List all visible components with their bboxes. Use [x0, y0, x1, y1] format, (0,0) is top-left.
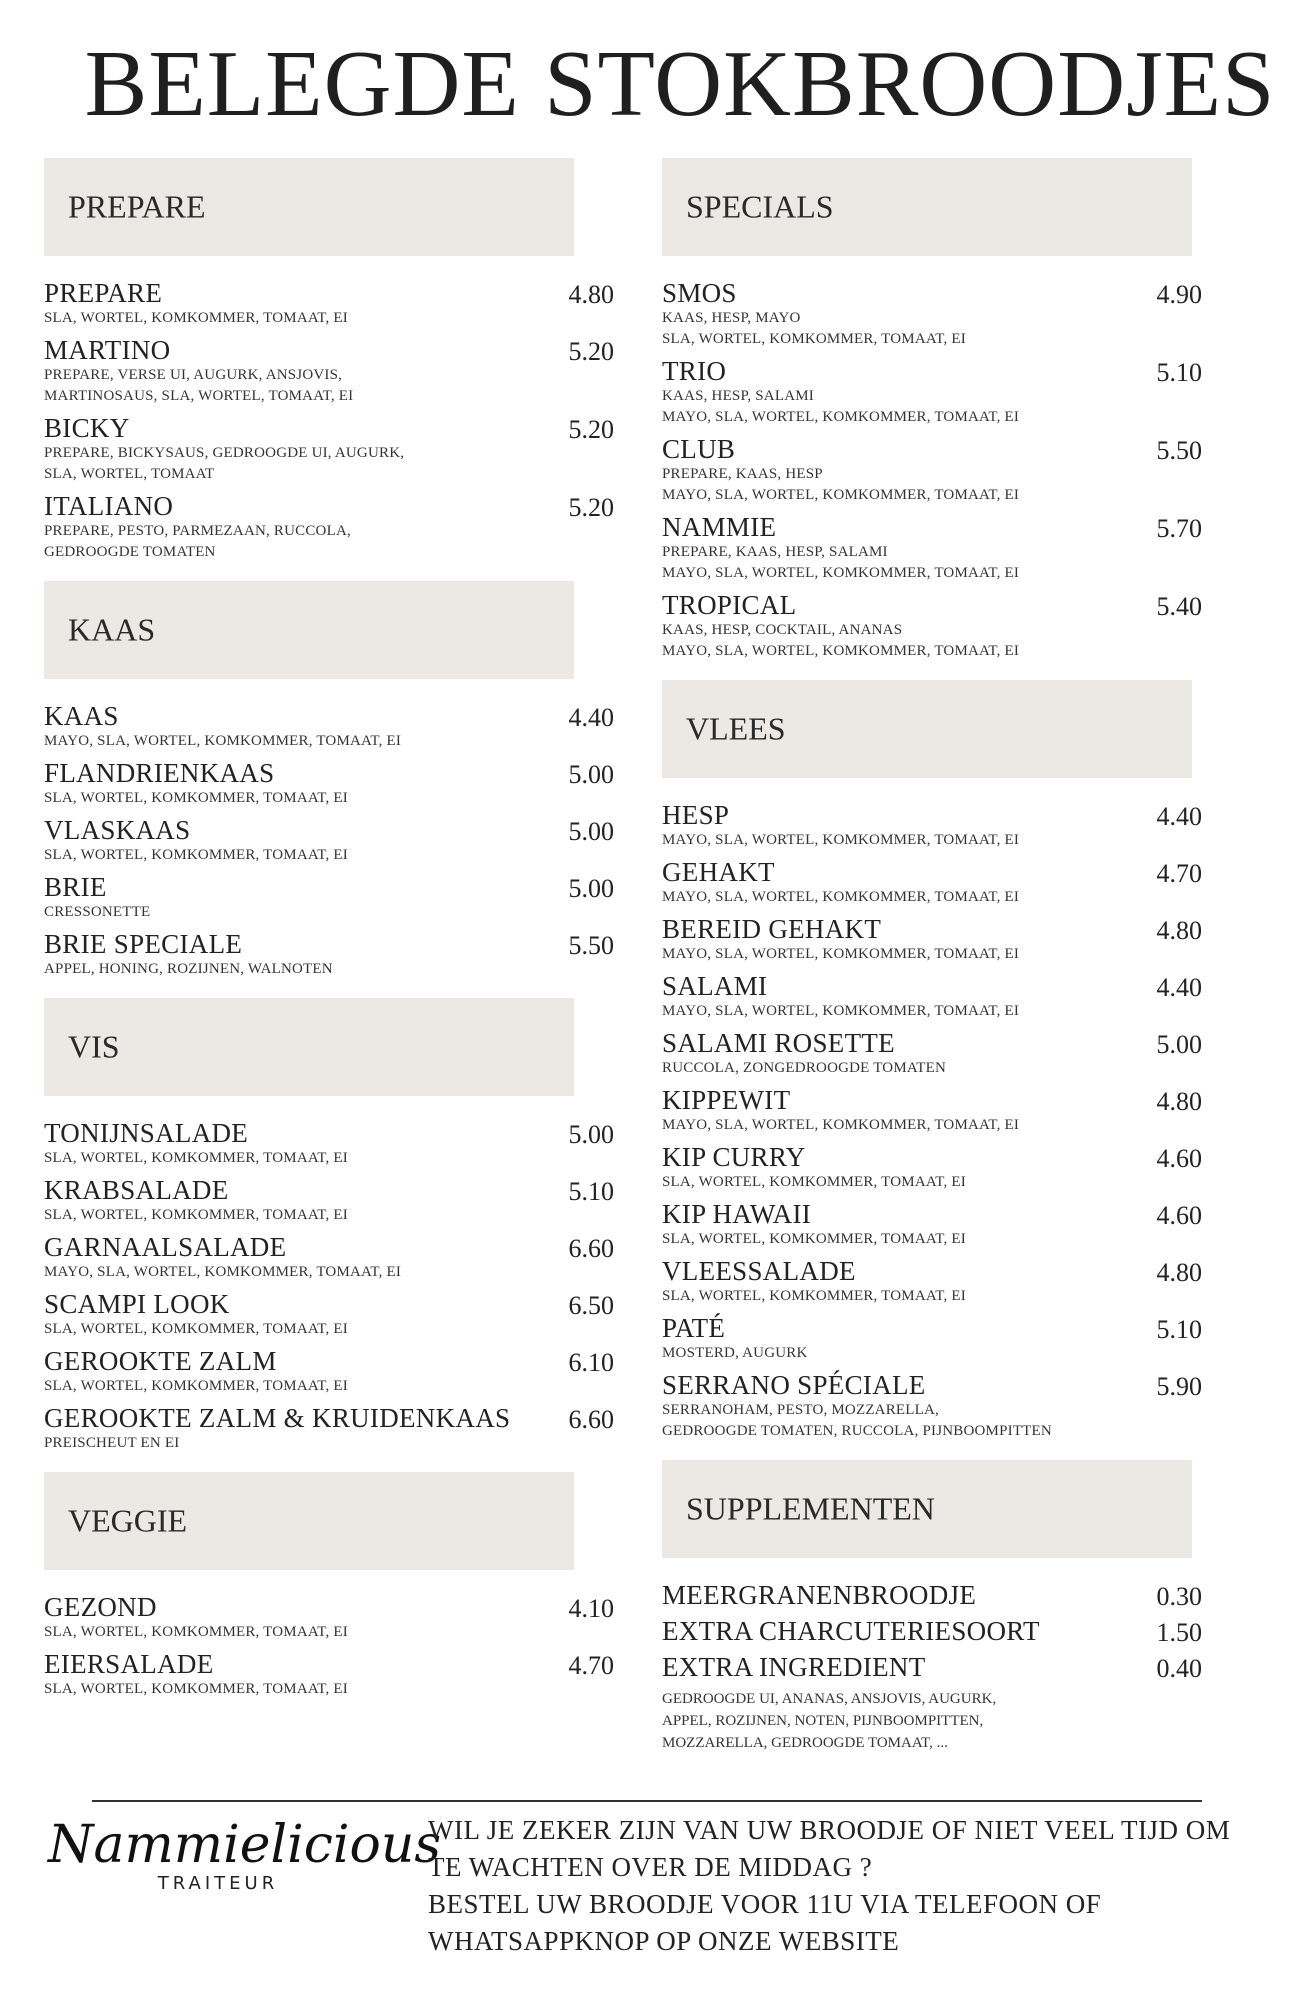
- menu-item: [662, 1652, 1242, 1688]
- item-name: ITALIANO: [44, 491, 174, 521]
- section-header: [44, 1472, 574, 1570]
- menu-item: [662, 1313, 1242, 1364]
- item-price: 5.00: [568, 760, 614, 789]
- item-price: 5.40: [1156, 592, 1202, 621]
- item-description: PREISCHEUT EN EI: [44, 1435, 180, 1451]
- item-description: MAYO, SLA, WORTEL, KOMKOMMER, TOMAAT, EI: [662, 1003, 1020, 1019]
- menu-item: [44, 278, 624, 329]
- item-price: 4.40: [1156, 802, 1202, 831]
- item-name: GEHAKT: [662, 857, 775, 887]
- item-description: MAYO, SLA, WORTEL, KOMKOMMER, TOMAAT, EI: [44, 1264, 402, 1280]
- item-price: 4.80: [568, 280, 614, 309]
- item-description: PREPARE, VERSE UI, AUGURK, ANSJOVIS, MARTINOSAUS, SLA, WORTEL, TOMAAT, EI: [44, 367, 354, 404]
- item-description: PREPARE, KAAS, HESP, SALAMI MAYO, SLA, WORTEL, KOMKOMMER, TOMAAT, EI: [662, 544, 1020, 581]
- menu-item: [44, 815, 624, 866]
- item-name: BICKY: [44, 413, 130, 443]
- item-description: MAYO, SLA, WORTEL, KOMKOMMER, TOMAAT, EI: [44, 733, 402, 749]
- section-title: SPECIALS: [686, 188, 834, 225]
- item-name: KIP HAWAII: [662, 1199, 812, 1229]
- section-header: [662, 158, 1192, 256]
- menu-item: [44, 491, 624, 563]
- item-price: 5.00: [1156, 1030, 1202, 1059]
- item-name: EXTRA CHARCUTERIESOORT: [662, 1616, 1040, 1646]
- menu-item: [44, 701, 624, 752]
- section-title: VIS: [68, 1028, 120, 1065]
- item-description: SLA, WORTEL, KOMKOMMER, TOMAAT, EI: [44, 310, 348, 326]
- menu-section-veggie: [44, 1472, 624, 1700]
- menu-item: [44, 758, 624, 809]
- item-description: SLA, WORTEL, KOMKOMMER, TOMAAT, EI: [44, 1624, 348, 1640]
- section-header: [44, 581, 574, 679]
- item-description: MAYO, SLA, WORTEL, KOMKOMMER, TOMAAT, EI: [662, 1117, 1020, 1133]
- menu-item: [662, 1028, 1242, 1079]
- item-name: TONIJNSALADE: [44, 1118, 249, 1148]
- item-price: 0.40: [1156, 1654, 1202, 1683]
- item-price: 6.60: [568, 1405, 614, 1434]
- item-description: PREPARE, KAAS, HESP MAYO, SLA, WORTEL, KOMKOMMER, TOMAAT, EI: [662, 466, 1020, 503]
- item-name: CLUB: [662, 434, 736, 464]
- item-description: KAAS, HESP, COCKTAIL, ANANAS MAYO, SLA, WORTEL, KOMKOMMER, TOMAAT, EI: [662, 622, 1020, 659]
- item-name: BRIE SPECIALE: [44, 929, 243, 959]
- item-name: PREPARE: [44, 278, 163, 308]
- item-name: SERRANO SPÉCIALE: [662, 1370, 926, 1400]
- section-title: SUPPLEMENTEN: [686, 1490, 935, 1527]
- item-name: GARNAALSALADE: [44, 1232, 287, 1262]
- brand-subtitle: TRAITEUR: [157, 1873, 279, 1894]
- menu-item: [662, 356, 1242, 428]
- menu-item: [662, 1256, 1242, 1307]
- item-description: MAYO, SLA, WORTEL, KOMKOMMER, TOMAAT, EI: [662, 946, 1020, 962]
- item-description: SLA, WORTEL, KOMKOMMER, TOMAAT, EI: [662, 1288, 966, 1304]
- menu-section-prepare: [44, 158, 624, 563]
- item-name: VLASKAAS: [44, 815, 191, 845]
- item-description: SLA, WORTEL, KOMKOMMER, TOMAAT, EI: [44, 1681, 348, 1697]
- item-description: SLA, WORTEL, KOMKOMMER, TOMAAT, EI: [44, 1321, 348, 1337]
- item-name: EIERSALADE: [44, 1649, 214, 1679]
- item-description: SLA, WORTEL, KOMKOMMER, TOMAAT, EI: [662, 1231, 966, 1247]
- item-name: BRIE: [44, 872, 107, 902]
- menu-item: [662, 434, 1242, 506]
- item-description: SLA, WORTEL, KOMKOMMER, TOMAAT, EI: [44, 1378, 348, 1394]
- item-price: 5.20: [568, 337, 614, 366]
- brand-logo: [48, 1815, 442, 1894]
- item-description: SLA, WORTEL, KOMKOMMER, TOMAAT, EI: [44, 1207, 348, 1223]
- menu-item: [662, 512, 1242, 584]
- menu-item: [44, 1649, 624, 1700]
- menu-item: [44, 1118, 624, 1169]
- menu-item: [662, 971, 1242, 1022]
- menu-item: [662, 590, 1242, 662]
- section-title: VLEES: [686, 710, 786, 747]
- menu-item: [44, 413, 624, 485]
- item-price: 0.30: [1156, 1582, 1202, 1611]
- menu-item: [44, 929, 624, 980]
- item-name: SALAMI ROSETTE: [662, 1028, 895, 1058]
- item-price: 1.50: [1156, 1618, 1202, 1647]
- item-name: SMOS: [662, 278, 737, 308]
- item-name: KIP CURRY: [662, 1142, 806, 1172]
- item-price: 4.90: [1156, 280, 1202, 309]
- item-description: SLA, WORTEL, KOMKOMMER, TOMAAT, EI: [662, 1174, 966, 1190]
- brand-name: Nammielicious: [48, 1815, 442, 1875]
- item-name: GEZOND: [44, 1592, 157, 1622]
- menu-item: [662, 1616, 1242, 1652]
- item-description: SLA, WORTEL, KOMKOMMER, TOMAAT, EI: [44, 790, 348, 806]
- item-price: 5.10: [1156, 358, 1202, 387]
- menu-item: [44, 1232, 624, 1283]
- menu-item: [662, 1142, 1242, 1193]
- item-description: SERRANOHAM, PESTO, MOZZARELLA, GEDROOGDE TOMATEN, RUCCOLA, PIJNBOOMPITTEN: [662, 1402, 1052, 1439]
- menu-item: [662, 1199, 1242, 1250]
- menu-item: [44, 1592, 624, 1643]
- page-title: BELEGDE STOKBROODJES: [84, 32, 1276, 136]
- item-name: KIPPEWIT: [662, 1085, 791, 1115]
- menu-item: [44, 335, 624, 407]
- item-name: SCAMPI LOOK: [44, 1289, 230, 1319]
- item-name: HESP: [662, 800, 730, 830]
- item-description: KAAS, HESP, SALAMI MAYO, SLA, WORTEL, KOMKOMMER, TOMAAT, EI: [662, 388, 1020, 425]
- item-price: 5.50: [568, 931, 614, 960]
- menu-section-vis: [44, 998, 624, 1454]
- menu-item: [44, 1175, 624, 1226]
- left-column: [44, 158, 624, 1718]
- item-price: 5.10: [568, 1177, 614, 1206]
- item-name: KRABSALADE: [44, 1175, 229, 1205]
- item-price: 4.80: [1156, 1258, 1202, 1287]
- item-price: 5.50: [1156, 436, 1202, 465]
- item-name: VLEESSALADE: [662, 1256, 856, 1286]
- item-price: 4.40: [1156, 973, 1202, 1002]
- section-header: [44, 998, 574, 1096]
- order-info-text: WIL JE ZEKER ZIJN VAN UW BROODJE OF NIET VEEL TIJD OM TE WACHTEN OVER DE MIDDAG ? BESTEL UW BROODJE VOOR 11U VIA TELEFOON OF WHATSAPPKNOP OP ONZE WEBSITE: [428, 1815, 1231, 1956]
- item-price: 5.90: [1156, 1372, 1202, 1401]
- menu-section-vlees: [662, 680, 1242, 1442]
- item-description: RUCCOLA, ZONGEDROOGDE TOMATEN: [662, 1060, 946, 1076]
- menu-section-specials: [662, 158, 1242, 662]
- section-header: [662, 1460, 1192, 1558]
- item-price: 6.10: [568, 1348, 614, 1377]
- item-description: MAYO, SLA, WORTEL, KOMKOMMER, TOMAAT, EI: [662, 889, 1020, 905]
- section-header: [662, 680, 1192, 778]
- item-description: SLA, WORTEL, KOMKOMMER, TOMAAT, EI: [44, 847, 348, 863]
- item-name: PATÉ: [662, 1313, 726, 1343]
- menu-item: [662, 1370, 1242, 1442]
- supplement-options: GEDROOGDE UI, ANANAS, ANSJOVIS, AUGURK, APPEL, ROZIJNEN, NOTEN, PIJNBOOMPITTEN, MOZZARELLA, GEDROOGDE TOMAAT, ...: [662, 1691, 997, 1751]
- item-price: 5.00: [568, 874, 614, 903]
- section-header: [44, 158, 574, 256]
- item-name: MARTINO: [44, 335, 171, 365]
- item-description: MAYO, SLA, WORTEL, KOMKOMMER, TOMAAT, EI: [662, 832, 1020, 848]
- menu-item: [44, 1403, 624, 1454]
- item-name: EXTRA INGREDIENT: [662, 1652, 926, 1682]
- item-name: TROPICAL: [662, 590, 797, 620]
- menu-item: [662, 1580, 1242, 1616]
- item-price: 5.00: [568, 1120, 614, 1149]
- item-price: 4.80: [1156, 916, 1202, 945]
- item-description: PREPARE, PESTO, PARMEZAAN, RUCCOLA, GEDROOGDE TOMATEN: [44, 523, 351, 560]
- item-price: 5.20: [568, 415, 614, 444]
- section-title: PREPARE: [68, 188, 206, 225]
- menu-item: [44, 1289, 624, 1340]
- item-name: GEROOKTE ZALM: [44, 1346, 277, 1376]
- section-title: KAAS: [68, 611, 156, 648]
- right-column: [662, 158, 1242, 1772]
- item-price: 6.50: [568, 1291, 614, 1320]
- item-name: FLANDRIENKAAS: [44, 758, 275, 788]
- item-name: NAMMIE: [662, 512, 777, 542]
- item-price: 5.20: [568, 493, 614, 522]
- item-name: TRIO: [662, 356, 727, 386]
- menu-item: [662, 1085, 1242, 1136]
- menu-item: [662, 857, 1242, 908]
- item-price: 6.60: [568, 1234, 614, 1263]
- item-name: BEREID GEHAKT: [662, 914, 882, 944]
- item-price: 4.10: [568, 1594, 614, 1623]
- item-name: GEROOKTE ZALM & KRUIDENKAAS: [44, 1403, 511, 1433]
- item-price: 5.10: [1156, 1315, 1202, 1344]
- item-price: 4.60: [1156, 1144, 1202, 1173]
- item-description: KAAS, HESP, MAYO SLA, WORTEL, KOMKOMMER, TOMAAT, EI: [662, 310, 966, 347]
- menu-item: [662, 914, 1242, 965]
- item-description: PREPARE, BICKYSAUS, GEDROOGDE UI, AUGURK, SLA, WORTEL, TOMAAT: [44, 445, 405, 482]
- item-description: CRESSONETTE: [44, 904, 151, 920]
- menu-item: [662, 800, 1242, 851]
- item-description: APPEL, HONING, ROZIJNEN, WALNOTEN: [44, 961, 333, 977]
- menu-section-kaas: [44, 581, 624, 980]
- menu-section-supplementen: [662, 1460, 1242, 1754]
- item-name: KAAS: [44, 701, 119, 731]
- item-price: 5.00: [568, 817, 614, 846]
- menu-item: [44, 872, 624, 923]
- item-price: 4.60: [1156, 1201, 1202, 1230]
- menu-item: [44, 1346, 624, 1397]
- item-description: SLA, WORTEL, KOMKOMMER, TOMAAT, EI: [44, 1150, 348, 1166]
- item-price: 4.70: [1156, 859, 1202, 888]
- item-price: 5.70: [1156, 514, 1202, 543]
- section-title: VEGGIE: [68, 1502, 188, 1539]
- footer-divider: [92, 1800, 1202, 1802]
- menu-item: [662, 278, 1242, 350]
- item-name: MEERGRANENBROODJE: [662, 1580, 977, 1610]
- item-price: 4.70: [568, 1651, 614, 1680]
- item-price: 4.80: [1156, 1087, 1202, 1116]
- item-price: 4.40: [568, 703, 614, 732]
- item-description: MOSTERD, AUGURK: [662, 1345, 808, 1361]
- item-name: SALAMI: [662, 971, 768, 1001]
